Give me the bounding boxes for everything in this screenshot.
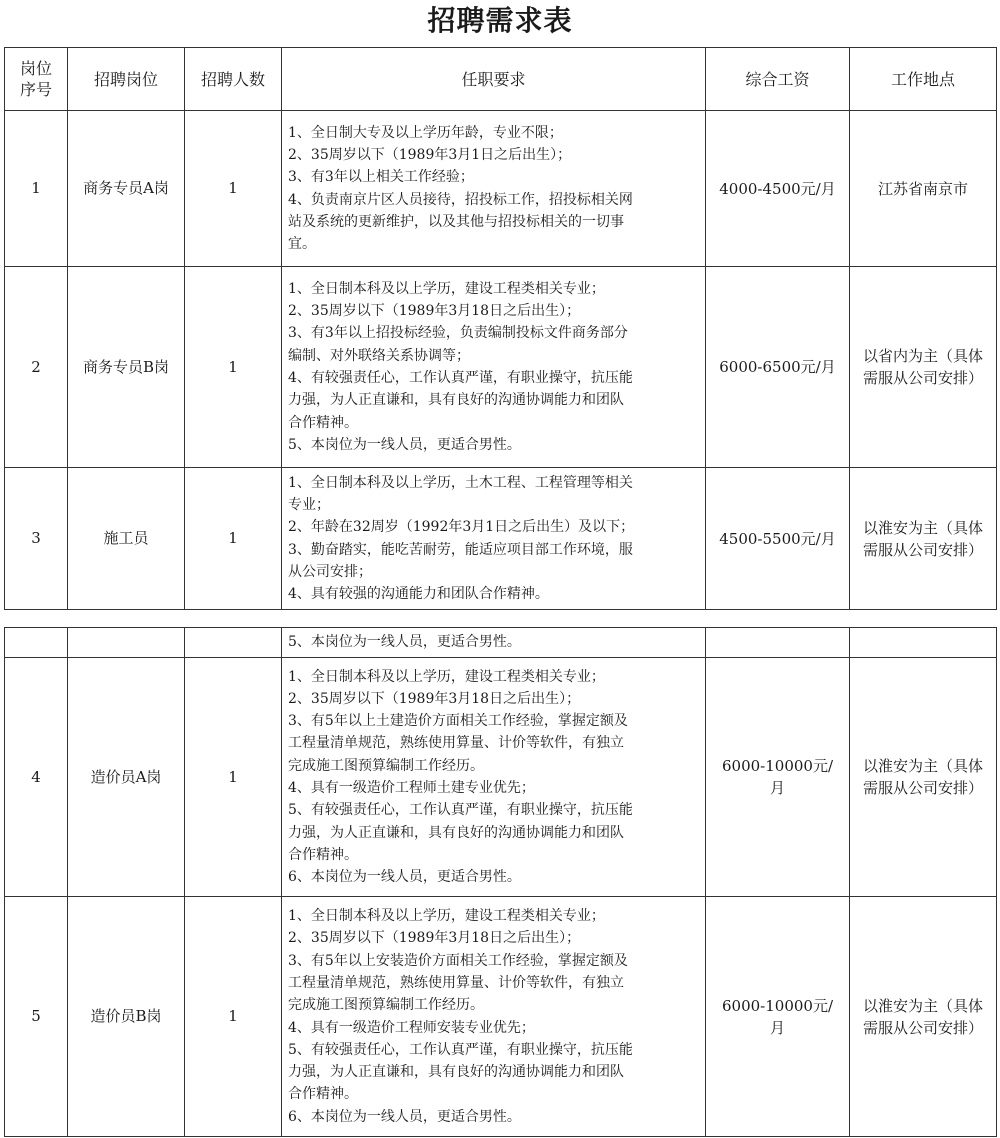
location-line: 需服从公司安排） <box>862 369 983 387</box>
requirement-line: 4、具有一级造价工程师土建专业优先； <box>288 780 535 796</box>
requirement-line: 6、本岗位为一线人员，更适合男性。 <box>288 1108 521 1125</box>
requirement-line: 力强，为人正直谦和，具有良好的沟通协调能力和团队 <box>288 824 624 841</box>
requirement-line: 3、有3年以上相关工作经验； <box>288 169 474 186</box>
requirement-line: 5、有较强责任心，工作认真严谨，有职业操守，抗压能 <box>288 802 633 819</box>
location-line: 需服从公司安排） <box>862 779 983 797</box>
requirement-line: 2、年龄在32周岁（1992年3月1日之后出生）及以下； <box>288 519 635 536</box>
header-seq <box>5 48 68 111</box>
salary-line: 月 <box>769 1018 785 1037</box>
requirement-line: 合作精神。 <box>288 846 358 863</box>
requirement-line: 4、负责南京片区人员接待，招投标工作，招投标相关网 <box>288 191 633 208</box>
cell-position: 造价员B岗 <box>68 897 185 1137</box>
cell-count: 1 <box>185 897 282 1137</box>
cell-position: 造价员A岗 <box>68 658 185 897</box>
cell-salary <box>706 267 850 468</box>
cell-requirements <box>282 628 706 658</box>
requirement-line: 宜。 <box>288 236 316 253</box>
table-row <box>5 111 997 267</box>
requirement-line: 1、全日制本科及以上学历，建设工程类相关专业； <box>288 908 605 925</box>
header-position: 招聘岗位 <box>68 48 185 111</box>
requirement-line: 3、有5年以上安装造价方面相关工作经验，掌握定额及 <box>288 952 628 969</box>
cell-requirements <box>282 468 706 610</box>
cell-seq: 4 <box>5 658 68 897</box>
cell-seq: 1 <box>5 111 68 267</box>
header-location: 工作地点 <box>850 48 997 111</box>
table-row <box>5 897 997 1137</box>
requirement-line: 力强，为人正直谦和，具有良好的沟通协调能力和团队 <box>288 392 624 409</box>
table-row <box>5 468 997 610</box>
cell-location <box>850 111 997 267</box>
location-line: 以省内为主（具体 <box>862 347 983 365</box>
requirement-line: 4、有较强责任心，工作认真严谨，有职业操守，抗压能 <box>288 370 633 386</box>
cell-location <box>850 628 997 658</box>
requirement-line: 5、本岗位为一线人员，更适合男性。 <box>288 634 521 651</box>
cell-seq: 5 <box>5 897 68 1137</box>
cell-count: 1 <box>185 267 282 468</box>
requirement-line: 站及系统的更新维护，以及其他与招投标相关的一切事 <box>288 213 624 230</box>
requirement-line: 5、本岗位为一线人员，更适合男性。 <box>288 436 521 453</box>
requirement-line: 6、本岗位为一线人员，更适合男性。 <box>288 869 521 886</box>
requirement-line: 4、具有较强的沟通能力和团队合作精神。 <box>288 586 549 603</box>
cell-seq: 3 <box>5 468 68 610</box>
cell-salary <box>706 628 850 658</box>
requirement-line: 工程量清单规范，熟练使用算量、计价等软件，有独立 <box>288 974 624 991</box>
requirement-line: 2、35周岁以下（1989年3月18日之后出生）； <box>288 303 581 320</box>
cell-count <box>185 628 282 658</box>
requirement-line: 5、有较强责任心，工作认真严谨，有职业操守，抗压能 <box>288 1041 633 1058</box>
requirement-line: 3、有5年以上土建造价方面相关工作经验，掌握定额及 <box>288 713 628 730</box>
cell-requirements <box>282 111 706 267</box>
cell-requirements <box>282 267 706 468</box>
requirement-line: 1、全日制本科及以上学历，建设工程类相关专业； <box>288 280 605 297</box>
table-row <box>5 628 997 658</box>
requirement-line: 力强，为人正直谦和，具有良好的沟通协调能力和团队 <box>288 1064 624 1081</box>
page-title: 招聘需求表 <box>427 4 573 37</box>
header-seq-line: 岗位 <box>19 59 52 78</box>
cell-seq: 2 <box>5 267 68 468</box>
cell-count: 1 <box>185 658 282 897</box>
requirement-line: 4、具有一级造价工程师安装专业优先； <box>288 1019 535 1036</box>
cell-location <box>850 267 997 468</box>
requirement-line: 工程量清单规范，熟练使用算量、计价等软件，有独立 <box>288 735 624 752</box>
cell-count: 1 <box>185 468 282 610</box>
recruitment-table-part-1 <box>4 47 997 610</box>
requirement-line: 3、勤奋踏实，能吃苦耐劳，能适应项目部工作环境，服 <box>288 541 633 558</box>
requirement-line: 合作精神。 <box>288 414 358 431</box>
header-count: 招聘人数 <box>185 48 282 111</box>
cell-position: 商务专员A岗 <box>68 111 185 267</box>
location-line: 以淮安为主（具体 <box>862 518 983 537</box>
requirement-line: 完成施工图预算编制工作经历。 <box>288 997 484 1014</box>
requirement-line: 3、有3年以上招投标经验，负责编制投标文件商务部分 <box>288 325 628 342</box>
requirement-line: 1、全日制本科及以上学历，建设工程类相关专业； <box>288 668 605 685</box>
header-seq-line: 序号 <box>19 80 52 99</box>
requirement-line: 合作精神。 <box>288 1086 358 1103</box>
table-row <box>5 658 997 897</box>
requirement-line: 专业； <box>288 496 330 513</box>
header-row <box>5 48 997 111</box>
cell-salary <box>706 468 850 610</box>
cell-requirements <box>282 658 706 897</box>
requirement-line: 编制、对外联络关系协调等； <box>288 347 470 364</box>
table-row <box>5 267 997 468</box>
salary-line: 6000-10000元/ <box>721 996 833 1015</box>
salary-line: 4000-4500元/月 <box>719 179 836 198</box>
cell-salary <box>706 111 850 267</box>
header-requirements: 任职要求 <box>282 48 706 111</box>
location-line: 需服从公司安排） <box>862 1018 983 1037</box>
cell-location <box>850 897 997 1137</box>
requirement-line: 1、全日制大专及以上学历年龄，专业不限； <box>288 124 563 141</box>
cell-requirements <box>282 897 706 1137</box>
requirement-line: 2、35周岁以下（1989年3月1日之后出生）； <box>288 146 572 163</box>
cell-location <box>850 468 997 610</box>
salary-line: 6000-6500元/月 <box>719 358 836 376</box>
location-line: 江苏省南京市 <box>877 179 968 198</box>
requirement-line: 1、全日制本科及以上学历，土木工程、工程管理等相关 <box>288 474 633 491</box>
header-salary: 综合工资 <box>706 48 850 111</box>
salary-line: 4500-5500元/月 <box>719 529 836 548</box>
cell-position: 商务专员B岗 <box>68 267 185 468</box>
requirement-line: 2、35周岁以下（1989年3月18日之后出生）； <box>288 690 581 707</box>
salary-line: 月 <box>769 779 785 797</box>
location-line: 以淮安为主（具体 <box>862 757 983 775</box>
location-line: 以淮安为主（具体 <box>862 996 983 1015</box>
cell-salary <box>706 658 850 897</box>
cell-location <box>850 658 997 897</box>
salary-line: 6000-10000元/ <box>721 757 833 775</box>
cell-position: 施工员 <box>68 468 185 610</box>
recruitment-table-part-2 <box>4 627 997 1137</box>
cell-count: 1 <box>185 111 282 267</box>
location-line: 需服从公司安排） <box>862 540 983 559</box>
requirement-line: 从公司安排； <box>288 563 372 580</box>
cell-salary <box>706 897 850 1137</box>
cell-position <box>68 628 185 658</box>
cell-seq <box>5 628 68 658</box>
requirement-line: 2、35周岁以下（1989年3月18日之后出生）； <box>288 930 581 947</box>
requirement-line: 完成施工图预算编制工作经历。 <box>288 757 484 774</box>
